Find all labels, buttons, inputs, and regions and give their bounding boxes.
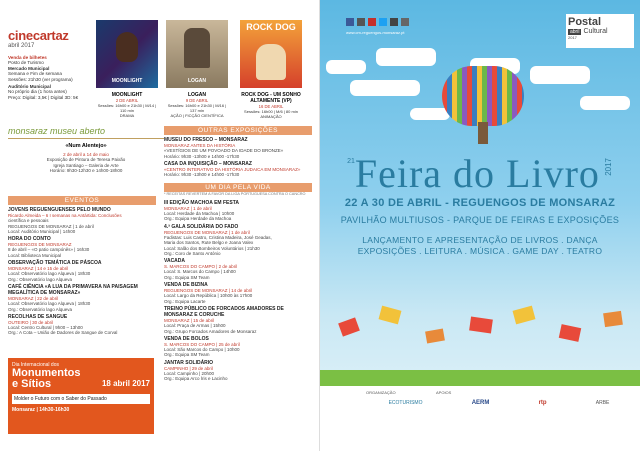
cinecartaz-title: cinecartaz [8,28,69,43]
cloud [530,66,590,84]
event-line: Org.: Equipa Lacarte [164,298,206,304]
monuments-subtitle: Molder o Futuro com o Saber do Passado [12,394,150,404]
feira-title: Feira do Livro [354,151,600,196]
event-title: VACADA [164,258,186,265]
flowers-illustration [320,290,640,380]
event-line: «VESTÍGIOS DE UM POVOADO DA IDADE DO BRONZE» [164,148,284,154]
poster-label: MOONLIGHT [111,78,143,84]
monuments-bar: Monsaraz | 14h30-16h30 [12,407,70,413]
monsaraz-museu-block [8,126,164,173]
postal-year: 2017 [568,35,577,40]
postal-logo [566,14,634,48]
postal-title: Postal [568,16,602,28]
eventos-list [8,207,156,336]
event-line: Org.: Coro de Santo António [164,250,221,256]
event-line: Local: Observatório lago Alqueva | 18h30 [8,271,91,277]
facebook-icon[interactable] [346,18,354,26]
movie-poster [166,20,228,88]
cinecartaz-month: abril 2017 [8,43,35,49]
event-title: TREINO PÚBLICO DE FORCADOS AMADORES DE MONSARAZ E CORUCHE [164,305,284,318]
exposicoes-column [164,126,312,382]
auditorio-heading: Auditório Municipal [8,84,51,90]
event-line: Fadistas: Luis Castro, Cristina Madeira, José Geadas, [164,234,272,240]
movie-title: LOGAN [187,92,207,98]
movie-date: 2 DE ABRIL [115,98,139,103]
event-title: JOVENS REGUENGUENSES PELO MUNDO [8,207,111,213]
event-line: Local: Praça de Armas | 15h00 [164,323,226,329]
event-line: Org.: Equipa Arco Íris e Lacinho [164,376,228,382]
feira-title-block [328,150,632,257]
event-line: Local: Largo da República | 10h00 às 17h00 [164,293,253,299]
monuments-date: 18 abril 2017 [101,379,150,388]
monuments-intro: Dia Internacional dos [12,362,59,368]
feira-activities-2: EXPOSIÇÕES . LEITURA . MÚSICA . GAME DAY . TEATRO [357,246,603,256]
cinecartaz-block [8,28,88,100]
sponsors-label-apoios: APOIOS [436,390,452,395]
youtube-icon[interactable] [368,18,376,26]
event-title: JANTAR SOLIDÁRIO [164,359,214,366]
monuments-banner[interactable] [8,358,154,434]
movie-card[interactable] [240,20,302,119]
event-line: Local: Biblioteca Municipal [8,252,62,258]
event-line: REGUENGOS DE MONSARAZ | 1 de abril [164,229,250,235]
event-title: III EDIÇÃO MACHOA EM FESTA [164,199,239,206]
monsaraz-heading: monsaraz museu aberto [8,126,106,136]
dia-note: * RECEITAS REVERTEM A FAVOR DA LIGA PORTUGUESA CONTRA O CANCRO [164,192,306,197]
event-title: CAFÉ CIÊNCIA «A LUA DA PRIMAVERA NA PAISAGEM MEGALÍTICA DE MONSARAZ» [8,283,138,296]
movie-meta: Sessões: 16h00 e 21h30 | M/16 | 137 min [167,103,227,113]
event-line: «CENTRO INTERATIVO DA HISTÓRIA JUDAICA EM MONSARAZ» [164,166,301,172]
movie-poster [240,20,302,88]
event-line: Local: Observatório lago Alqueva | 18h30 [8,301,91,307]
ticket-line: Sessões: 21h30 (ver programa) [8,76,73,82]
event-line: Local: Campinho | 20h00 [164,371,214,377]
event-line: S. MARCOS DO CAMPO | 2 de abril [164,264,238,270]
event-line: S. MARCOS DO CAMPO | 25 de abril [164,341,240,347]
monsaraz-line: Horário: 9h30-12h30 e 14h00-18h00 [49,167,123,173]
event-line: Ricardo Almeida – 6 I semanas na Antártida: Conclusões [8,213,122,218]
feira-activities-1: LANÇAMENTO E APRESENTAÇÃO DE LIVROS . DANÇA [362,235,598,245]
event-title: MUSEU DO FRESCO – MONSARAZ [164,137,248,143]
event-line: REGUENGOS DE MONSARAZ [8,242,72,248]
edition-number: 21 [347,158,355,165]
dia-list [164,200,312,382]
monuments-title1: Monumentos [12,367,81,379]
event-line: Local: S. Marcos do Campo | 14h00 [164,269,236,275]
event-line: Org.: Equipa SM Team [164,352,210,358]
event-line: MONSARAZ | 1 de abril [164,205,212,211]
social-icons [346,18,409,26]
sponsors-label-org: ORGANIZAÇÃO [366,390,396,395]
event-line: Org.: Grupo Forcados Amadores de Monsaraz [164,328,257,334]
auditorio-line: No próprio dia (1 hora antes) [8,89,67,95]
email-icon[interactable] [390,18,398,26]
event-line: Org.: Observatório lago Alqueva [8,276,73,282]
event-line: Org.: Equipa SM Team [164,274,210,280]
movie-genre: AÇÃO | FICÇÃO CIENTÍFICA [170,113,224,118]
movie-title: ROCK DOG - UM SONHO ALTAMENTE (VP) [241,92,301,104]
monsaraz-subheading: «Num Alentejo» [65,143,107,149]
event-title: VENDA DE BIZINA [164,282,208,289]
movie-genre: DRAMA [119,113,135,118]
cloud [376,48,436,66]
event-line: Local: Herdade da Machoa | 10h00 [164,211,235,217]
event-line: CAMPINHO | 29 de abril [164,365,213,371]
book-tree-illustration [438,64,528,144]
movie-date: 9 DE ABRIL [185,98,209,103]
monsaraz-line: Exposição de Pintura de Teresa Paixão [46,157,126,163]
ticket-line: Mercado Municipal [8,65,50,71]
web-icon[interactable] [401,18,409,26]
sponsor-logo: ECOTURISMO [388,400,423,406]
sponsor-logo: AERM [471,400,490,406]
ticket-line: Semana e Fim de semana [8,71,62,77]
feira-year: 2017 [603,158,613,176]
movie-date: 16 DE ABRIL [258,104,284,109]
event-line: Local: São Marcos do Campo | 10h00 [164,347,240,353]
event-line: Org.: A Cota – União de Dadores de Sangue de Corval [8,330,118,336]
ticket-heading: Venda de bilhetes [8,55,47,60]
movie-meta: Sessões: 16h00 e 21h30 | M/14 | 110 min [97,103,157,113]
right-panel [320,0,640,451]
event-line: Org.: Observatório lago Alqueva [8,306,73,312]
monsaraz-dates: 2 de abril a 14 de maio [63,152,109,157]
monsaraz-line: Igreja Santiago – Galeria de Arte [53,162,119,168]
instagram-icon[interactable] [357,18,365,26]
event-line: Maria dos Santos, Rute Belgo e Joana Valex [164,240,254,246]
sponsor-logo: rtp [538,400,547,406]
cloud [326,60,366,74]
monuments-title2: e Sítios [12,378,52,390]
sponsor-footer [320,386,640,451]
ticket-line: Posto de Turismo [8,60,44,66]
event-line: MONSARAZ | 22 de abril [8,295,59,301]
event-title: VENDA DE BOLOS [164,335,209,342]
event-line: REGUENGOS DE MONSARAZ | 1 de abril [8,223,94,229]
twitter-icon[interactable] [379,18,387,26]
event-line: Org.: Equipa Herdade da Machoa [164,216,232,222]
event-line: Horário: 9h30 -13h00 e 14h00 -17h30 [164,153,240,159]
website-link[interactable]: www.cm-reguengos-monsaraz.pt [346,30,405,35]
event-line: Local: Centro Cultural | 9h00 – 13h00 [8,325,83,331]
event-line: REGUENGOS DE MONSARAZ | 14 de abril [164,288,253,294]
event-line: científica e pessoais [8,218,49,224]
event-title: 4.ª GALA SOLIDÁRIA DO FADO [164,223,239,230]
poster-label: LOGAN [187,78,207,84]
sponsor-logo: ARBE [595,400,610,406]
dia-heading: UM DIA PELA VIDA [164,183,312,192]
poster-label: ROCK DOG [246,22,296,32]
event-line: 8 de abril – «O patio campónês» | 16h30 [8,247,90,253]
eventos-heading: EVENTOS [8,196,156,205]
event-title: HORA DO CONTO [8,236,51,243]
eventos-column [8,196,156,336]
event-line: MONSARAZ | 15 de abril [164,317,215,323]
auditorio-line: Preço: Digital: 3,5€ | Digital 3D: 5€ [8,94,79,100]
movie-card[interactable] [96,20,158,118]
event-line: Local: Salão dos Bombeiros Voluntários | 21h30 [164,245,260,251]
movie-card[interactable] [166,20,228,118]
event-title: RECOLHAS DE SANGUE [8,313,68,320]
event-title: OBSERVAÇÃO TEMÁTICA DE PÁSCOA [8,260,102,267]
feira-venue: PAVILHÃO MULTIUSOS - PARQUE DE FEIRAS E EXPOSIÇÕES [340,215,620,225]
event-line: Local: Auditório Municipal | 14h00 [8,228,76,234]
postal-sub: Cultural [583,28,608,35]
feira-dates: 22 A 30 DE ABRIL - REGUENGOS DE MONSARAZ [344,197,616,209]
movie-meta: Sessões: 16h00 | M/6 | 80 min [244,109,298,114]
movie-poster [96,20,158,88]
exposicoes-heading: OUTRAS EXPOSIÇÕES [164,126,312,135]
movie-genre: ANIMAÇÃO [260,114,282,119]
event-line: MONSARAZ ANTES DA HISTÓRIA [164,143,236,148]
event-line: Horário: 9h30 -13h00 e 14h00 -17h30 [164,172,240,178]
cloud [350,80,420,96]
movie-title: MOONLIGHT [111,92,143,98]
grass [320,370,640,386]
postal-month: abril [570,28,580,35]
exposicoes-list [164,137,312,177]
cloud [580,96,630,110]
event-line: MONSARAZ | 14 e 15 de abril [8,266,69,272]
event-title: CASA DA INQUISIÇÃO – MONSARAZ [164,160,252,167]
event-line: OUTEIRO | 30 de abril [8,319,54,325]
